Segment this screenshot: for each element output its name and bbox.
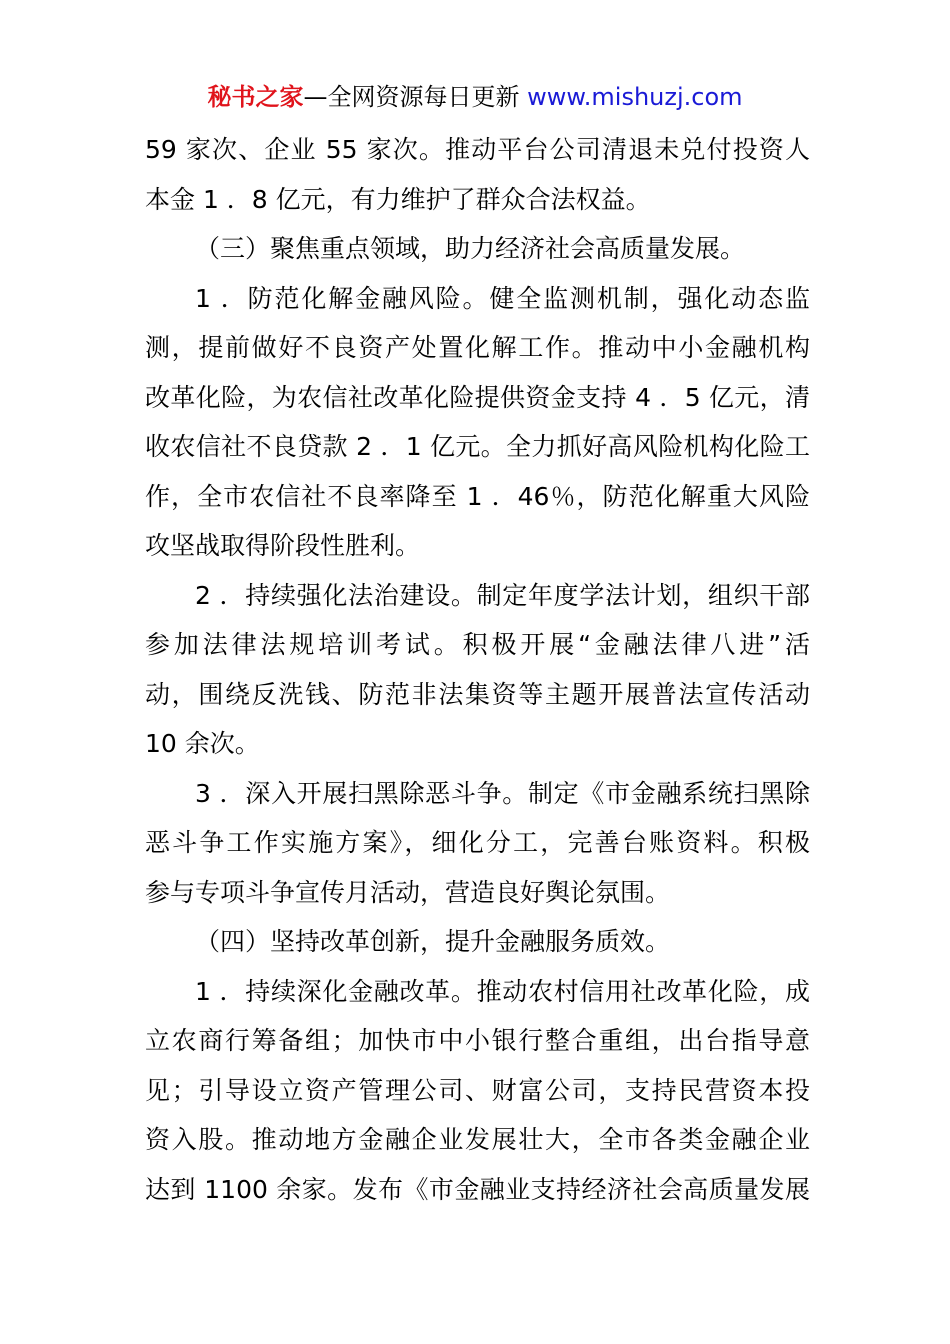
document-body	[145, 125, 810, 1214]
text-line: 2 ．持续强化法治建设。制定年度学法计划，组织干部	[195, 580, 810, 610]
text-line: 作，全市农信社不良率降至 1 ．46％，防范化解重大风险	[145, 481, 810, 511]
text-line: 参加法律法规培训考试。积极开展“金融法律八进”活	[145, 630, 810, 659]
text-line: 3 ．深入开展扫黑除恶斗争。制定《市金融系统扫黑除	[195, 778, 810, 808]
text-line: 参与专项斗争宣传月活动，营造良好舆论氛围。	[145, 877, 671, 907]
paragraph	[145, 274, 810, 571]
section-heading	[145, 917, 810, 967]
text-line: （四）坚持改革创新，提升金融服务质效。	[195, 927, 671, 956]
text-line: 本金 1 ．8 亿元，有力维护了群众合法权益。	[145, 184, 651, 214]
paragraph	[145, 769, 810, 918]
text-line: 1 ．防范化解金融风险。健全监测机制，强化动态监	[195, 283, 810, 313]
watermark-header	[0, 80, 950, 114]
paragraph	[145, 571, 810, 769]
text-line: 测，提前做好不良资产处置化解工作。推动中小金融机构	[145, 333, 810, 362]
text-line: 恶斗争工作实施方案》，细化分工，完善台账资料。积极	[145, 828, 810, 857]
brand-name: 秘书之家	[207, 83, 304, 111]
text-line: 动，围绕反洗钱、防范非法集资等主题开展普法宣传活动	[145, 679, 810, 709]
text-line: 改革化险，为农信社改革化险提供资金支持 4 ．5 亿元，清	[145, 382, 810, 412]
header-url[interactable]: www.mishuzj.com	[527, 83, 743, 111]
text-line: （三）聚焦重点领域，助力经济社会高质量发展。	[195, 234, 746, 263]
header-tagline: —全网资源每日更新	[303, 83, 528, 111]
text-line: 立农商行筹备组；加快市中小银行整合重组，出台指导意	[145, 1026, 810, 1055]
text-line: 59 家次、企业 55 家次。推动平台公司清退未兑付投资人	[145, 135, 810, 164]
paragraph	[145, 125, 810, 224]
text-line: 见；引导设立资产管理公司、财富公司，支持民营资本投	[145, 1075, 810, 1105]
text-line: 资入股。推动地方金融企业发展壮大，全市各类金融企业	[145, 1125, 810, 1154]
paragraph	[145, 967, 810, 1215]
text-line: 1 ．持续深化金融改革。推动农村信用社改革化险，成	[195, 976, 810, 1006]
text-line: 达到 1100 余家。发布《市金融业支持经济社会高质量发展	[145, 1174, 810, 1204]
text-line: 10 余次。	[145, 729, 260, 758]
text-line: 攻坚战取得阶段性胜利。	[145, 531, 421, 560]
text-line: 收农信社不良贷款 2 ．1 亿元。全力抓好高风险机构化险工	[145, 432, 810, 461]
section-heading	[145, 224, 810, 274]
